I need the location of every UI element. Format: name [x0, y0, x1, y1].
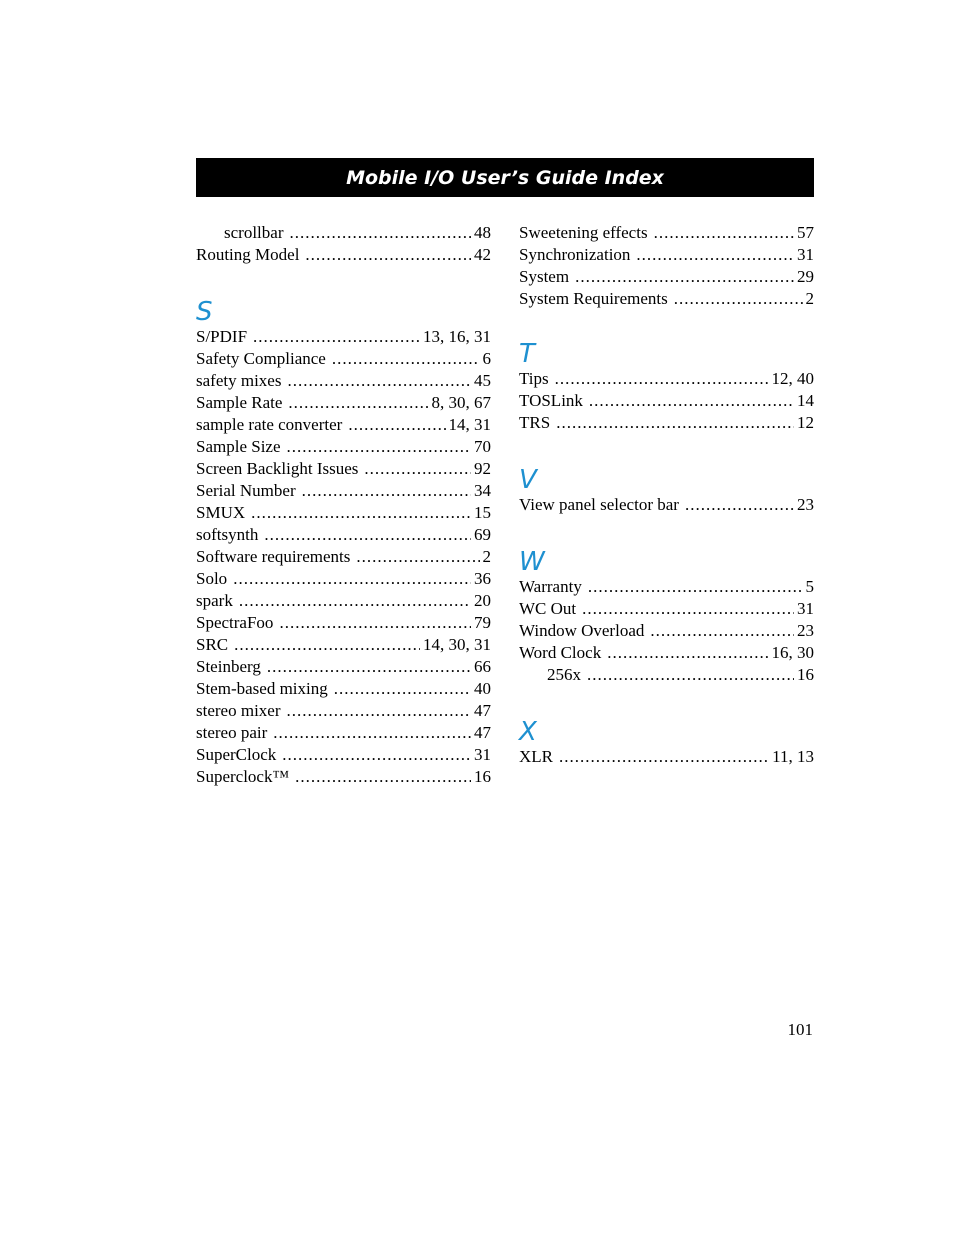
- dot-leader: [287, 700, 472, 722]
- index-entry: [196, 634, 491, 656]
- index-term: spark: [196, 591, 233, 610]
- index-term: safety mixes: [196, 371, 282, 390]
- index-page-refs: 20: [474, 591, 491, 610]
- index-term: Sample Rate: [196, 393, 283, 412]
- index-page-refs: 16: [797, 665, 814, 684]
- index-header-bar: [196, 158, 814, 197]
- index-entry: [196, 502, 491, 524]
- section-s-entries: [196, 326, 491, 788]
- dot-leader: [287, 436, 471, 458]
- dot-leader: [273, 722, 471, 744]
- dot-leader: [685, 494, 794, 516]
- index-column-left: [196, 222, 491, 788]
- index-term: SMUX: [196, 503, 246, 522]
- index-page-refs: 31: [474, 745, 491, 764]
- spacer: [519, 310, 814, 340]
- dot-leader: [589, 390, 794, 412]
- index-term: Serial Number: [196, 481, 296, 500]
- index-page-refs: 92: [474, 459, 491, 478]
- dot-leader: [582, 598, 794, 620]
- index-term: WC Out: [519, 599, 577, 618]
- index-entry: [519, 222, 814, 244]
- spacer: [519, 434, 814, 466]
- index-entry: [519, 494, 814, 516]
- page-number: 101: [787, 1020, 813, 1039]
- index-term: Safety Compliance: [196, 349, 326, 368]
- dot-leader: [356, 546, 479, 568]
- section-w-entries: [519, 576, 814, 686]
- index-column-right: [519, 222, 814, 768]
- index-page-refs: 29: [797, 267, 814, 286]
- index-entry: [519, 642, 814, 664]
- right-top-entries: [519, 222, 814, 310]
- index-term: Superclock™: [196, 767, 290, 786]
- index-term: SpectraFoo: [196, 613, 274, 632]
- index-entry: [519, 620, 814, 642]
- index-page-refs: 36: [474, 569, 491, 588]
- index-entry: [196, 700, 491, 722]
- index-page-refs: 13, 16, 31: [423, 327, 491, 346]
- dot-leader: [332, 348, 480, 370]
- index-term: TOSLink: [519, 391, 583, 410]
- dot-leader: [233, 568, 471, 590]
- index-entry: [519, 746, 814, 768]
- index-page-refs: 11, 13: [772, 747, 814, 766]
- index-term: Sweetening effects: [519, 223, 648, 242]
- dot-leader: [234, 634, 420, 656]
- spacer: [519, 686, 814, 718]
- section-letter-v: V: [519, 465, 537, 495]
- dot-leader: [253, 326, 420, 348]
- section-letter-x: X: [519, 717, 537, 747]
- index-page-refs: 2: [482, 547, 491, 566]
- index-page-refs: 15: [474, 503, 491, 522]
- index-term: SuperClock: [196, 745, 277, 764]
- index-term: Tips: [519, 369, 549, 388]
- index-term: stereo mixer: [196, 701, 281, 720]
- dot-leader: [559, 746, 769, 768]
- dot-leader: [654, 222, 794, 244]
- index-entry: [196, 244, 491, 266]
- dot-leader: [556, 412, 794, 434]
- dot-leader: [348, 414, 445, 436]
- index-term: stereo pair: [196, 723, 268, 742]
- index-page-refs: 70: [474, 437, 491, 456]
- dot-leader: [587, 664, 794, 686]
- dot-leader: [288, 392, 428, 414]
- index-entry: [519, 412, 814, 434]
- index-entry: [196, 326, 491, 348]
- index-page-refs: 40: [474, 679, 491, 698]
- left-top-entries: [196, 222, 491, 266]
- index-page-refs: 14, 31: [448, 415, 491, 434]
- dot-leader: [305, 244, 471, 266]
- dot-leader: [607, 642, 768, 664]
- section-letter-w: W: [519, 547, 545, 577]
- index-entry: [519, 598, 814, 620]
- index-term: Steinberg: [196, 657, 261, 676]
- dot-leader: [289, 222, 471, 244]
- dot-leader: [251, 502, 471, 524]
- section-v-entries: [519, 494, 814, 516]
- index-page-refs: 47: [474, 701, 491, 720]
- index-term: View panel selector bar: [519, 495, 679, 514]
- index-page-refs: 6: [482, 349, 491, 368]
- index-page-refs: 16: [474, 767, 491, 786]
- index-term: System: [519, 267, 570, 286]
- index-title: Mobile I/O User’s Guide Index: [346, 166, 664, 189]
- dot-leader: [674, 288, 803, 310]
- index-term: softsynth: [196, 525, 259, 544]
- index-entry: [196, 222, 491, 244]
- index-term: Warranty: [519, 577, 582, 596]
- index-entry: [196, 524, 491, 546]
- section-letter-t: T: [519, 339, 535, 369]
- index-term: Software requirements: [196, 547, 351, 566]
- index-page-refs: 47: [474, 723, 491, 742]
- index-term: scrollbar: [224, 223, 284, 242]
- index-term: Window Overload: [519, 621, 645, 640]
- dot-leader: [302, 480, 471, 502]
- spacer: [196, 266, 491, 298]
- index-term: Word Clock: [519, 643, 602, 662]
- index-entry: [196, 458, 491, 480]
- index-entry: [196, 370, 491, 392]
- index-entry: [196, 590, 491, 612]
- index-entry: [196, 612, 491, 634]
- index-page-refs: 12, 40: [771, 369, 814, 388]
- index-page-refs: 31: [797, 599, 814, 618]
- index-entry: [196, 414, 491, 436]
- index-page-refs: 23: [797, 495, 814, 514]
- dot-leader: [282, 744, 471, 766]
- section-x-entries: [519, 746, 814, 768]
- index-term: System Requirements: [519, 289, 668, 308]
- index-entry: [196, 480, 491, 502]
- index-entry: [196, 656, 491, 678]
- index-page-refs: 42: [474, 245, 491, 264]
- index-page-refs: 57: [797, 223, 814, 242]
- index-term: Stem-based mixing: [196, 679, 328, 698]
- index-term: XLR: [519, 747, 553, 766]
- index-term: 256x: [547, 665, 581, 684]
- index-term: sample rate converter: [196, 415, 343, 434]
- dot-leader: [295, 766, 471, 788]
- index-term: SRC: [196, 635, 229, 654]
- index-entry: [519, 664, 814, 686]
- index-entry: [196, 722, 491, 744]
- index-page-refs: 45: [474, 371, 491, 390]
- index-page-refs: 16, 30: [771, 643, 814, 662]
- dot-leader: [279, 612, 471, 634]
- index-entry: [519, 288, 814, 310]
- index-entry: [519, 390, 814, 412]
- index-page-refs: 12: [797, 413, 814, 432]
- index-entry: [519, 368, 814, 390]
- dot-leader: [239, 590, 471, 612]
- index-entry: [196, 546, 491, 568]
- index-term: S/PDIF: [196, 327, 248, 346]
- index-entry: [196, 348, 491, 370]
- section-letter-s: S: [196, 297, 213, 327]
- index-page-refs: 14, 30, 31: [423, 635, 491, 654]
- index-entry: [196, 568, 491, 590]
- index-page-refs: 66: [474, 657, 491, 676]
- index-term: TRS: [519, 413, 551, 432]
- dot-leader: [650, 620, 794, 642]
- section-t-entries: [519, 368, 814, 434]
- dot-leader: [287, 370, 471, 392]
- index-entry: [519, 576, 814, 598]
- index-entry: [519, 266, 814, 288]
- index-entry: [196, 678, 491, 700]
- index-page-refs: 69: [474, 525, 491, 544]
- dot-leader: [334, 678, 471, 700]
- index-page-refs: 5: [805, 577, 814, 596]
- spacer: [519, 516, 814, 548]
- index-page-refs: 31: [797, 245, 814, 264]
- dot-leader: [364, 458, 471, 480]
- index-page-refs: 14: [797, 391, 814, 410]
- dot-leader: [575, 266, 794, 288]
- index-entry: [196, 766, 491, 788]
- dot-leader: [588, 576, 803, 598]
- dot-leader: [267, 656, 471, 678]
- index-page-refs: 48: [474, 223, 491, 242]
- index-entry: [196, 744, 491, 766]
- index-page-refs: 8, 30, 67: [431, 393, 491, 412]
- index-entry: [196, 392, 491, 414]
- index-page-refs: 34: [474, 481, 491, 500]
- dot-leader: [264, 524, 471, 546]
- index-entry: [519, 244, 814, 266]
- index-page-refs: 2: [805, 289, 814, 308]
- index-term: Synchronization: [519, 245, 631, 264]
- index-term: Screen Backlight Issues: [196, 459, 359, 478]
- index-page-refs: 23: [797, 621, 814, 640]
- index-term: Sample Size: [196, 437, 281, 456]
- index-entry: [196, 436, 491, 458]
- index-term: Routing Model: [196, 245, 300, 264]
- index-page-refs: 79: [474, 613, 491, 632]
- dot-leader: [555, 368, 769, 390]
- dot-leader: [636, 244, 794, 266]
- index-term: Solo: [196, 569, 228, 588]
